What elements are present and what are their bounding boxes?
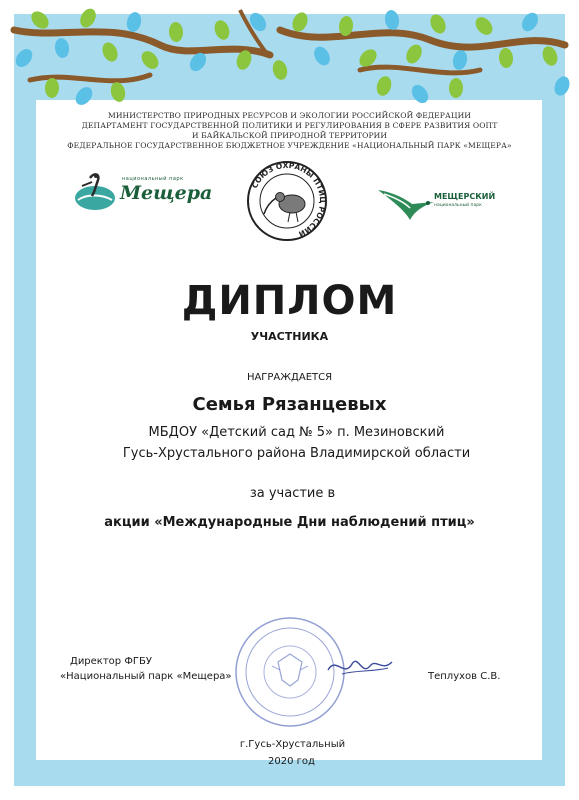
signer-position-line-2: «Национальный парк «Мещера» [60,671,232,682]
green-leaf-icon [472,14,496,38]
organization-line-2: Гусь-Хрустального района Владимирской области [122,446,471,461]
recipient-name: Семья Рязанцевых [192,394,387,415]
right-logo-name: МЕЩЕРСКИЙ [434,192,496,201]
green-leaf-icon [28,8,52,32]
green-leaf-icon [290,10,311,34]
meshchera-logo-left [72,168,222,218]
header-baikal: И БАЙКАЛЬСКОЙ ПРИРОДНОЙ ТЕРРИТОРИИ [191,131,388,140]
green-leaf-icon [540,44,560,68]
action-title: акции «Международные Дни наблюдений птиц» [104,515,475,530]
blue-leaf-icon [125,11,143,34]
bird-union-emblem [246,160,328,242]
diploma-subtitle: УЧАСТНИКА [250,330,329,343]
organization-line-1: МБДОУ «Детский сад № 5» п. Мезиновский [148,425,445,440]
left-logo-name: Мещера [120,182,213,204]
diploma-title: ДИПЛОМ [181,278,398,324]
meshchersky-logo-right [376,184,506,228]
participation-text: за участие в [249,486,336,501]
blue-leaf-icon [384,9,401,31]
green-leaf-icon [77,6,99,30]
green-leaf-icon [374,74,393,97]
green-leaf-icon [168,22,183,43]
tree-branches-decoration [0,0,579,120]
heron-emblem-icon [72,168,118,214]
green-leaf-icon [45,78,60,98]
signer-name: Теплухов С.В. [428,671,501,682]
awarded-label: НАГРАЖДАЕТСЯ [246,372,333,383]
header-institution: ФЕДЕРАЛЬНОЕ ГОСУДАРСТВЕННОЕ БЮДЖЕТНОЕ УЧРЕЖДЕНИЕ «НАЦИОНАЛЬНЫЙ ПАРК «МЕЩЕРА» [67,141,512,150]
blue-leaf-icon [54,37,71,59]
green-leaf-icon [427,12,448,36]
blue-leaf-icon [12,46,35,70]
green-leaf-icon [449,78,463,98]
bird-flight-emblem-icon [376,184,436,224]
header-department: ДЕПАРТАМЕНТ ГОСУДАРСТВЕННОЙ ПОЛИТИКИ И РЕГУЛИРОВАНИЯ В СФЕРЕ РАЗВИТИЯ ООПТ [81,121,498,130]
header-ministry: МИНИСТЕРСТВО ПРИРОДНЫХ РЕСУРСОВ И ЭКОЛОГИИ РОССИЙСКОЙ ФЕДЕРАЦИИ [107,111,472,120]
emblem-ring-text: СОЮЗ ОХРАНЫ ПТИЦ РОССИИ [249,160,328,239]
green-leaf-icon [498,48,513,69]
handwritten-signature [322,650,402,682]
blue-leaf-icon [552,74,572,98]
green-leaf-icon [100,40,121,64]
footer-city: г.Гусь-Хрустальный [239,739,346,750]
blue-leaf-icon [519,10,542,34]
green-leaf-icon [403,42,425,66]
signer-position-line-1: Директор ФГБУ [70,656,152,667]
blue-leaf-icon [311,44,333,68]
green-leaf-icon [109,81,127,104]
blue-leaf-icon [408,82,431,106]
blue-leaf-icon [72,84,95,108]
blue-leaf-icon [451,49,469,71]
green-leaf-icon [212,18,232,41]
right-logo-small-text: национальный парк [434,203,482,208]
green-leaf-icon [271,59,290,82]
left-logo-small-text: национальный парк [122,176,184,182]
footer-year: 2020 год [268,756,315,767]
green-leaf-icon [138,48,162,72]
